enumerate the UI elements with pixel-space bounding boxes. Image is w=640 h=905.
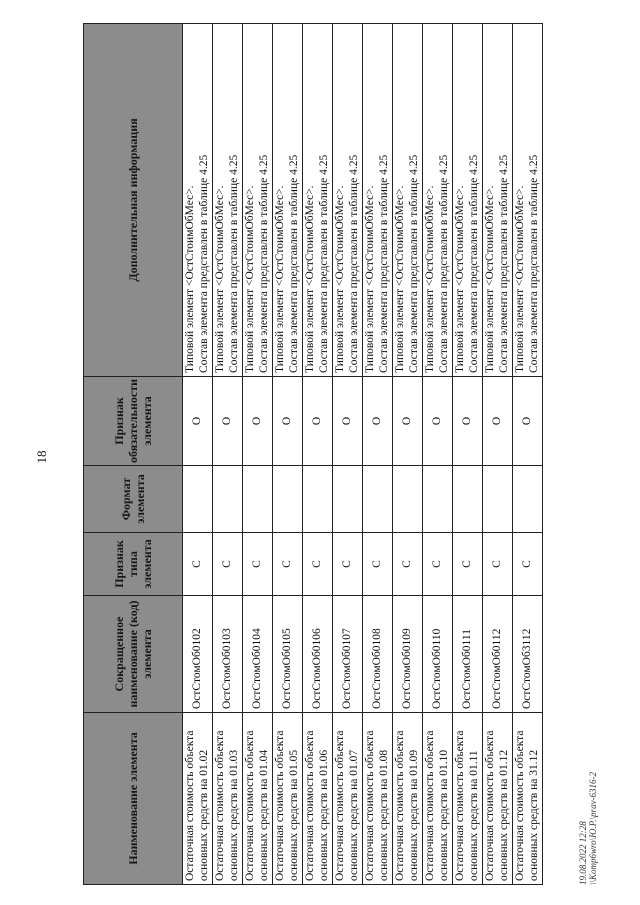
cell-element-type: С bbox=[243, 533, 273, 596]
info-line-1: Типовой элемент <ОстСтоимОбМес>. bbox=[484, 185, 496, 373]
cell-element-format bbox=[393, 466, 423, 533]
cell-element-name: Остаточная стоимость объекта основных средств на 01.07 bbox=[333, 713, 363, 885]
cell-element-format bbox=[303, 466, 333, 533]
cell-extra-info bbox=[183, 23, 213, 376]
header-element-required: Признак обязательности элемента bbox=[84, 376, 183, 465]
stamp-path: \\Komp6wro\Ю.Р.\prav-6316-2 bbox=[588, 771, 598, 885]
cell-element-format bbox=[243, 466, 273, 533]
cell-extra-info bbox=[273, 23, 303, 376]
cell-extra-info bbox=[513, 23, 543, 376]
cell-element-format bbox=[183, 466, 213, 533]
info-line-2: Состав элемента представлен в таблице 4.25 bbox=[437, 154, 450, 373]
cell-extra-info bbox=[243, 23, 273, 376]
cell-element-type: С bbox=[333, 533, 363, 596]
cell-element-type: С bbox=[303, 533, 333, 596]
info-line-1: Типовой элемент <ОстСтоимОбМес>. bbox=[454, 185, 466, 373]
cell-element-type: С bbox=[183, 533, 213, 596]
cell-element-format bbox=[333, 466, 363, 533]
table-row bbox=[333, 23, 363, 884]
cell-element-code: ОстСтомОб0102 bbox=[183, 596, 213, 713]
cell-extra-info bbox=[453, 23, 483, 376]
table-row bbox=[483, 23, 513, 884]
cell-element-type: С bbox=[273, 533, 303, 596]
cell-element-type: С bbox=[423, 533, 453, 596]
cell-extra-info bbox=[363, 23, 393, 376]
table-row bbox=[183, 23, 213, 884]
cell-element-required: О bbox=[273, 376, 303, 465]
table-header-row bbox=[84, 23, 183, 884]
elements-table bbox=[83, 23, 543, 885]
cell-element-code: ОстСтомОб0104 bbox=[243, 596, 273, 713]
cell-element-required: О bbox=[483, 376, 513, 465]
table-row bbox=[303, 23, 333, 884]
cell-element-format bbox=[453, 466, 483, 533]
header-element-code: Сокращенное наименование (код) элемента bbox=[84, 596, 183, 713]
cell-element-required: О bbox=[513, 376, 543, 465]
info-line-2: Состав элемента представлен в таблице 4.25 bbox=[227, 154, 240, 373]
header-extra-info: Дополнительная информация bbox=[84, 23, 183, 376]
info-line-1: Типовой элемент <ОстСтоимОбМес>. bbox=[184, 185, 196, 373]
cell-extra-info bbox=[333, 23, 363, 376]
cell-element-code: ОстСтомОб0106 bbox=[303, 596, 333, 713]
cell-element-code: ОстСтомОб0110 bbox=[423, 596, 453, 713]
cell-element-type: С bbox=[453, 533, 483, 596]
cell-element-code: ОстСтомОб0103 bbox=[213, 596, 243, 713]
table-row bbox=[243, 23, 273, 884]
cell-element-required: О bbox=[423, 376, 453, 465]
cell-element-required: О bbox=[453, 376, 483, 465]
info-line-1: Типовой элемент <ОстСтоимОбМес>. bbox=[334, 185, 346, 373]
cell-element-type: С bbox=[483, 533, 513, 596]
cell-element-code: ОстСтомОб0109 bbox=[393, 596, 423, 713]
cell-element-required: О bbox=[393, 376, 423, 465]
info-line-1: Типовой элемент <ОстСтоимОбМес>. bbox=[514, 185, 526, 373]
cell-element-code: ОстСтомОб0112 bbox=[483, 596, 513, 713]
cell-element-type: С bbox=[513, 533, 543, 596]
header-element-format: Формат элемента bbox=[84, 466, 183, 533]
cell-element-name: Остаточная стоимость объекта основных средств на 01.06 bbox=[303, 713, 333, 885]
table-row bbox=[363, 23, 393, 884]
cell-element-format bbox=[423, 466, 453, 533]
info-line-2: Состав элемента представлен в таблице 4.25 bbox=[287, 154, 300, 373]
cell-element-type: С bbox=[213, 533, 243, 596]
cell-element-code: ОстСтомОб3112 bbox=[513, 596, 543, 713]
cell-element-format bbox=[213, 466, 243, 533]
info-line-1: Типовой элемент <ОстСтоимОбМес>. bbox=[394, 185, 406, 373]
stamp-date: 19.08.2022 12:28 bbox=[578, 821, 588, 885]
header-element-name: Наименование элемента bbox=[84, 713, 183, 885]
cell-element-format bbox=[513, 466, 543, 533]
info-line-2: Состав элемента представлен в таблице 4.25 bbox=[527, 154, 540, 373]
info-line-1: Типовой элемент <ОстСтоимОбМес>. bbox=[274, 185, 286, 373]
cell-element-name: Остаточная стоимость объекта основных средств на 01.09 bbox=[393, 713, 423, 885]
info-line-2: Состав элемента представлен в таблице 4.25 bbox=[197, 154, 210, 373]
cell-element-name: Остаточная стоимость объекта основных средств на 01.03 bbox=[213, 713, 243, 885]
cell-element-name: Остаточная стоимость объекта основных средств на 01.11 bbox=[453, 713, 483, 885]
cell-element-name: Остаточная стоимость объекта основных средств на 31.12 bbox=[513, 713, 543, 885]
cell-element-format bbox=[363, 466, 393, 533]
page-number: 18 bbox=[34, 450, 49, 464]
cell-extra-info bbox=[213, 23, 243, 376]
cell-element-name: Остаточная стоимость объекта основных средств на 01.05 bbox=[273, 713, 303, 885]
cell-element-format bbox=[273, 466, 303, 533]
cell-element-code: ОстСтомОб0108 bbox=[363, 596, 393, 713]
cell-element-name: Остаточная стоимость объекта основных средств на 01.10 bbox=[423, 713, 453, 885]
cell-element-type: С bbox=[393, 533, 423, 596]
cell-element-type: С bbox=[363, 533, 393, 596]
table-row bbox=[423, 23, 453, 884]
cell-element-name: Остаточная стоимость объекта основных средств на 01.02 bbox=[183, 713, 213, 885]
table-row bbox=[393, 23, 423, 884]
cell-element-code: ОстСтомОб0111 bbox=[453, 596, 483, 713]
cell-extra-info bbox=[393, 23, 423, 376]
cell-element-required: О bbox=[183, 376, 213, 465]
table-row bbox=[453, 23, 483, 884]
table-row bbox=[513, 23, 543, 884]
cell-extra-info bbox=[423, 23, 453, 376]
cell-extra-info bbox=[483, 23, 513, 376]
info-line-1: Типовой элемент <ОстСтоимОбМес>. bbox=[424, 185, 436, 373]
info-line-1: Типовой элемент <ОстСтоимОбМес>. bbox=[364, 185, 376, 373]
cell-element-required: О bbox=[333, 376, 363, 465]
info-line-2: Состав элемента представлен в таблице 4.25 bbox=[497, 154, 510, 373]
table-row bbox=[273, 23, 303, 884]
cell-element-name: Остаточная стоимость объекта основных средств на 01.08 bbox=[363, 713, 393, 885]
cell-element-required: О bbox=[213, 376, 243, 465]
cell-element-code: ОстСтомОб0105 bbox=[273, 596, 303, 713]
table-row bbox=[213, 23, 243, 884]
info-line-2: Состав элемента представлен в таблице 4.25 bbox=[257, 154, 270, 373]
info-line-2: Состав элемента представлен в таблице 4.25 bbox=[467, 154, 480, 373]
info-line-1: Типовой элемент <ОстСтоимОбМес>. bbox=[214, 185, 226, 373]
cell-element-name: Остаточная стоимость объекта основных средств на 01.04 bbox=[243, 713, 273, 885]
cell-element-required: О bbox=[303, 376, 333, 465]
info-line-2: Состав элемента представлен в таблице 4.25 bbox=[407, 154, 420, 373]
info-line-1: Типовой элемент <ОстСтоимОбМес>. bbox=[244, 185, 256, 373]
cell-extra-info bbox=[303, 23, 333, 376]
cell-element-required: О bbox=[363, 376, 393, 465]
cell-element-code: ОстСтомОб0107 bbox=[333, 596, 363, 713]
cell-element-name: Остаточная стоимость объекта основных средств на 01.12 bbox=[483, 713, 513, 885]
print-stamp bbox=[578, 772, 598, 885]
info-line-1: Типовой элемент <ОстСтоимОбМес>. bbox=[304, 185, 316, 373]
info-line-2: Состав элемента представлен в таблице 4.25 bbox=[377, 154, 390, 373]
cell-element-format bbox=[483, 466, 513, 533]
info-line-2: Состав элемента представлен в таблице 4.25 bbox=[317, 154, 330, 373]
cell-element-required: О bbox=[243, 376, 273, 465]
header-element-type: Признак типа элемента bbox=[84, 533, 183, 596]
info-line-2: Состав элемента представлен в таблице 4.25 bbox=[347, 154, 360, 373]
